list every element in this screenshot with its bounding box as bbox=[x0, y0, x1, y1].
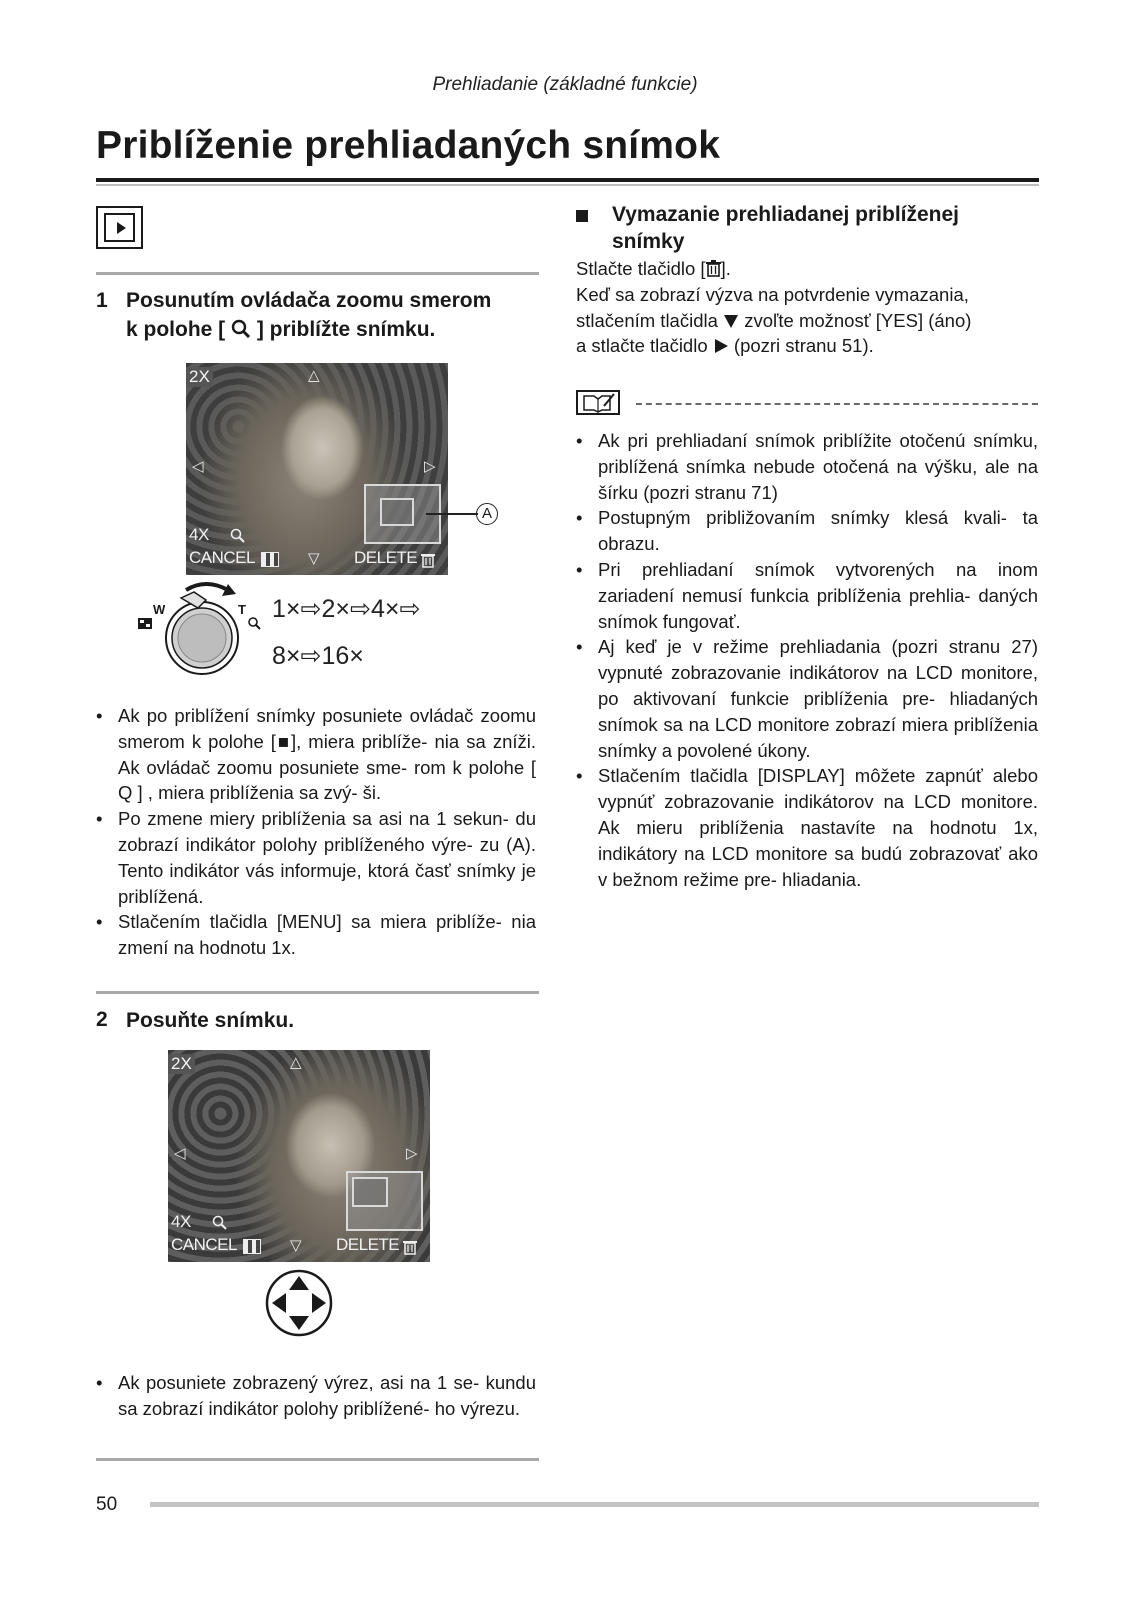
up-arrow-icon: △ bbox=[290, 1054, 302, 1071]
delete-line-3 bbox=[576, 308, 1036, 334]
step-1-bullets bbox=[96, 703, 536, 961]
zoom-tag: 2X bbox=[168, 1054, 195, 1074]
zoom-area-marker bbox=[352, 1177, 388, 1207]
title-rule-shadow bbox=[96, 184, 1039, 186]
step-1-line-2-pre: k polohe [ bbox=[126, 318, 226, 341]
up-arrow-icon: △ bbox=[308, 367, 320, 384]
thumbnail-icon bbox=[243, 1239, 261, 1254]
title-rule bbox=[96, 178, 1039, 182]
zoom-tag: 2X bbox=[186, 367, 213, 387]
zoom-sequence-row-1 bbox=[272, 594, 420, 624]
page-number: 50 bbox=[96, 1494, 118, 1515]
zoom-sequence-row-2 bbox=[272, 641, 364, 671]
delete-line-4-pre: a stlačte tlačidlo bbox=[576, 335, 708, 357]
section-divider bbox=[96, 272, 539, 275]
step-1-line-2-post: ] priblížte snímku. bbox=[256, 318, 436, 341]
step-1-line-1: Posunutím ovládača zoomu smerom bbox=[126, 289, 492, 312]
delete-line-2: Keď sa zobrazí výzva na potvrdenie vymazania, bbox=[576, 283, 969, 305]
arrow-right-icon: ⇨ bbox=[300, 595, 322, 623]
step-2-bullets bbox=[96, 1370, 536, 1422]
notes-list bbox=[576, 428, 1038, 892]
step-1-text bbox=[126, 286, 546, 344]
arrow-right-icon: ⇨ bbox=[399, 595, 421, 623]
zoom-position-indicator bbox=[346, 1171, 423, 1231]
footer-rule bbox=[150, 1502, 1039, 1507]
note-icon bbox=[576, 390, 620, 415]
zoom-level: 4X bbox=[171, 1212, 191, 1231]
arrow-right-icon: ⇨ bbox=[300, 642, 322, 670]
list-item: • Pri prehliadaní snímok vytvorených na inom zariadení nemusí funkcia priblíženia prehlia- daných snímok fungovať. bbox=[576, 557, 1038, 634]
list-item: • Ak posuniete zobrazený výrez, asi na 1 se- kundu sa zobrazí indikátor polohy priblížené- ho výrezu. bbox=[96, 1370, 536, 1422]
list-item: • Stlačením tlačidla [MENU] sa miera priblíže- nia zmení na hodnotu 1x. bbox=[96, 909, 536, 961]
tele-label: T bbox=[238, 602, 246, 617]
delete-heading-line-2: snímky bbox=[612, 230, 685, 253]
callout-a: A bbox=[476, 503, 498, 525]
left-arrow-icon: ◁ bbox=[174, 1145, 186, 1162]
delete-line-4 bbox=[576, 333, 1036, 359]
zoom-8x: 8× bbox=[272, 642, 301, 670]
delete-heading-line-1: Vymazanie prehliadanej priblíženej bbox=[612, 203, 960, 226]
list-item: • Ak po priblížení snímky posuniete ovládač zoomu smerom k polohe [■], miera priblíže- nia sa zníži. Ak ovládač zoomu posuniete sme- rom k polohe [ Q ] , miera priblíženia sa zvý- ši. bbox=[96, 703, 536, 806]
arrow-right-icon: ⇨ bbox=[349, 595, 371, 623]
delete-line-3-pre: stlačením tlačidla bbox=[576, 309, 718, 331]
delete-line-4-post: (pozri stranu 51). bbox=[733, 335, 874, 357]
cursor-buttons-icon bbox=[264, 1268, 334, 1338]
list-item: • Stlačením tlačidla [DISPLAY] môžete zapnúť alebo vypnúť zobrazovanie indikátorov na LCD monitore. Ak mieru priblíženia nastavíte na hodnotu 1x, indikátory na LCD monitore sa budú zobrazovať ako v bežnom režime pre- hliadania. bbox=[576, 763, 1038, 892]
lcd-screen-1 bbox=[186, 363, 448, 575]
magnifier-icon bbox=[212, 1215, 228, 1231]
right-arrow-icon: ▷ bbox=[424, 458, 436, 475]
delete-press-post: ]. bbox=[720, 258, 731, 279]
down-triangle-icon bbox=[723, 313, 739, 329]
delete-line-1 bbox=[576, 256, 1036, 282]
step-2-label: Posuňte snímku. bbox=[126, 1009, 295, 1032]
section-divider bbox=[96, 991, 539, 994]
delete-heading bbox=[612, 201, 1042, 255]
step-1-line-2 bbox=[126, 315, 546, 344]
right-triangle-icon bbox=[713, 338, 729, 354]
trash-icon bbox=[402, 1238, 418, 1255]
zoom-area-marker bbox=[380, 498, 414, 526]
note-dashed-rule bbox=[636, 403, 1038, 405]
cancel-label: CANCEL bbox=[189, 548, 255, 567]
step-2-number: 2 bbox=[96, 1008, 108, 1031]
section-header: Prehliadanie (základné funkcie) bbox=[432, 74, 698, 95]
zoom-1x: 1× bbox=[272, 595, 301, 623]
cancel-label: CANCEL bbox=[171, 1235, 237, 1254]
zoom-lever-icon bbox=[136, 578, 266, 688]
lcd-screen-2 bbox=[168, 1050, 430, 1262]
open-book-pencil-icon bbox=[578, 392, 618, 413]
square-bullet-icon bbox=[576, 210, 588, 222]
list-item: • Ak pri prehliadaní snímok priblížite otočenú snímku, priblížená snímka nebude otočená na výšku, ale na šírku (pozri stranu 71) bbox=[576, 428, 1038, 505]
zoom-4x: 4× bbox=[370, 595, 400, 623]
section-divider bbox=[96, 1458, 539, 1461]
down-arrow-icon: ▽ bbox=[308, 550, 320, 567]
delete-label: DELETE bbox=[336, 1235, 400, 1254]
delete-press-pre: Stlačte tlačidlo [ bbox=[576, 258, 706, 279]
list-item: • Postupným približovaním snímky klesá kvali- ta obrazu. bbox=[576, 505, 1038, 557]
trash-icon bbox=[420, 551, 436, 568]
delete-instructions bbox=[576, 256, 1036, 359]
magnifier-icon bbox=[230, 528, 246, 544]
wide-label: W bbox=[153, 602, 166, 617]
list-item: • Po zmene miery priblíženia sa asi na 1 sekun- du zobrazí indikátor polohy priblíženého výre- zu (A). Tento indikátor vás informuje, ktorá časť snímky je priblížená. bbox=[96, 806, 536, 909]
zoom-16x: 16× bbox=[321, 642, 364, 670]
zoom-level: 4X bbox=[189, 525, 209, 544]
magnifier-icon bbox=[231, 319, 251, 339]
down-arrow-icon: ▽ bbox=[290, 1237, 302, 1254]
playback-mode-icon bbox=[96, 206, 143, 249]
delete-line-3-post: zvoľte možnosť [YES] (áno) bbox=[744, 309, 972, 331]
thumbnail-icon bbox=[261, 552, 279, 567]
right-arrow-icon: ▷ bbox=[406, 1145, 418, 1162]
step-1-number: 1 bbox=[96, 289, 108, 312]
page-title: Priblíženie prehliadaných snímok bbox=[96, 124, 721, 167]
trash-icon bbox=[706, 260, 721, 277]
delete-label: DELETE bbox=[354, 548, 418, 567]
left-arrow-icon: ◁ bbox=[192, 458, 204, 475]
zoom-2x: 2× bbox=[321, 595, 350, 623]
callout-line bbox=[426, 513, 478, 515]
list-item: • Aj keď je v režime prehliadania (pozri stranu 27) vypnuté zobrazovanie indikátorov na LCD monitore, po aktivovaní funkcie priblíženia pre- hliadaných snímok sa na LCD monitore zobrazí miera priblíženia snímky a povolené úkony. bbox=[576, 634, 1038, 763]
